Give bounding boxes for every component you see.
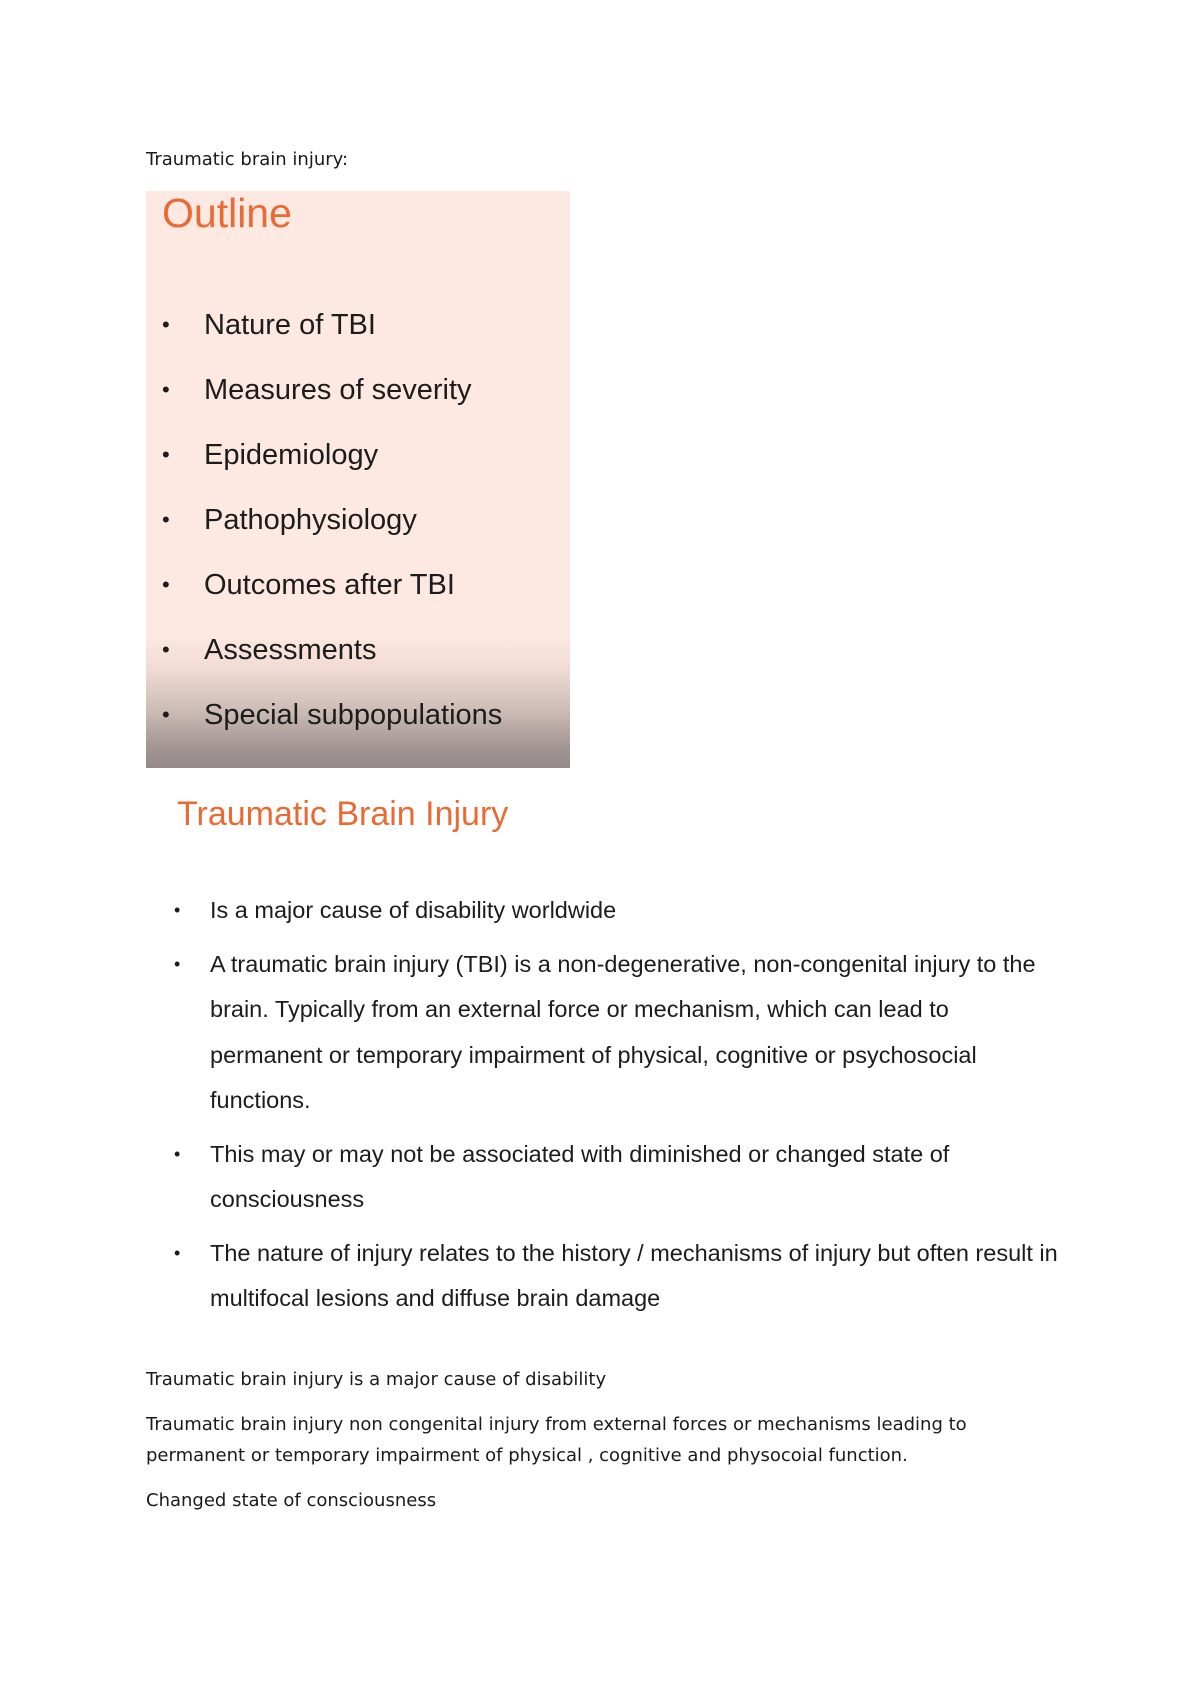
document-heading: Traumatic brain injury:	[146, 149, 349, 170]
tbi-slide-image	[146, 784, 1066, 1324]
outline-item-label: Pathophysiology	[204, 504, 417, 536]
bullet-icon: •	[162, 442, 170, 467]
outline-slide-image	[146, 191, 570, 768]
note-paragraph: Traumatic brain injury is a major cause of disability	[146, 1369, 607, 1390]
bullet-icon: •	[162, 637, 170, 662]
bullet-icon: •	[162, 572, 170, 597]
bullet-icon: •	[174, 900, 181, 920]
tbi-item-text: This may or may not be associated with diminished or changed state of consciousness	[210, 1140, 950, 1212]
tbi-slide-title: Traumatic Brain Injury	[177, 795, 509, 833]
bullet-icon: •	[162, 312, 170, 337]
bullet-icon: •	[162, 507, 170, 532]
tbi-list-item	[146, 942, 1066, 1124]
outline-item-label: Assessments	[204, 634, 377, 666]
tbi-item-text: The nature of injury relates to the history / mechanisms of injury but often result in multifocal lesions and diffuse brain damage	[210, 1239, 1058, 1311]
outline-item-label: Outcomes after TBI	[204, 569, 455, 601]
tbi-bullet-list	[146, 888, 1066, 1330]
outline-item-label: Epidemiology	[204, 439, 379, 471]
bullet-icon: •	[174, 1143, 181, 1164]
note-paragraph: Changed state of consciousness	[146, 1490, 437, 1511]
note-paragraph: Traumatic brain injury non congenital injury from external forces or mechanisms leading to permanent or temporary impairment of physical , cognitive and physocoial function.	[146, 1414, 967, 1466]
bullet-icon: •	[162, 702, 170, 727]
bullet-icon: •	[174, 1242, 181, 1263]
tbi-list-item	[146, 888, 1066, 934]
tbi-list-item	[146, 1231, 1066, 1322]
outline-slide-title: Outline	[162, 191, 292, 236]
tbi-item-text: Is a major cause of disability worldwide	[210, 897, 617, 923]
tbi-list-item	[146, 1132, 1066, 1223]
bullet-icon: •	[174, 953, 181, 974]
outline-item-label: Nature of TBI	[204, 309, 376, 341]
tbi-item-text: A traumatic brain injury (TBI) is a non-degenerative, non-congenital injury to the brain. Typically from an external force or mechanism, which can lead to permanent or temporary impairment of physical, cognitive or psychosocial functions.	[210, 950, 1036, 1113]
outline-item-label: Measures of severity	[204, 374, 472, 406]
bullet-icon: •	[162, 377, 170, 402]
outline-item-label: Special subpopulations	[204, 699, 503, 731]
